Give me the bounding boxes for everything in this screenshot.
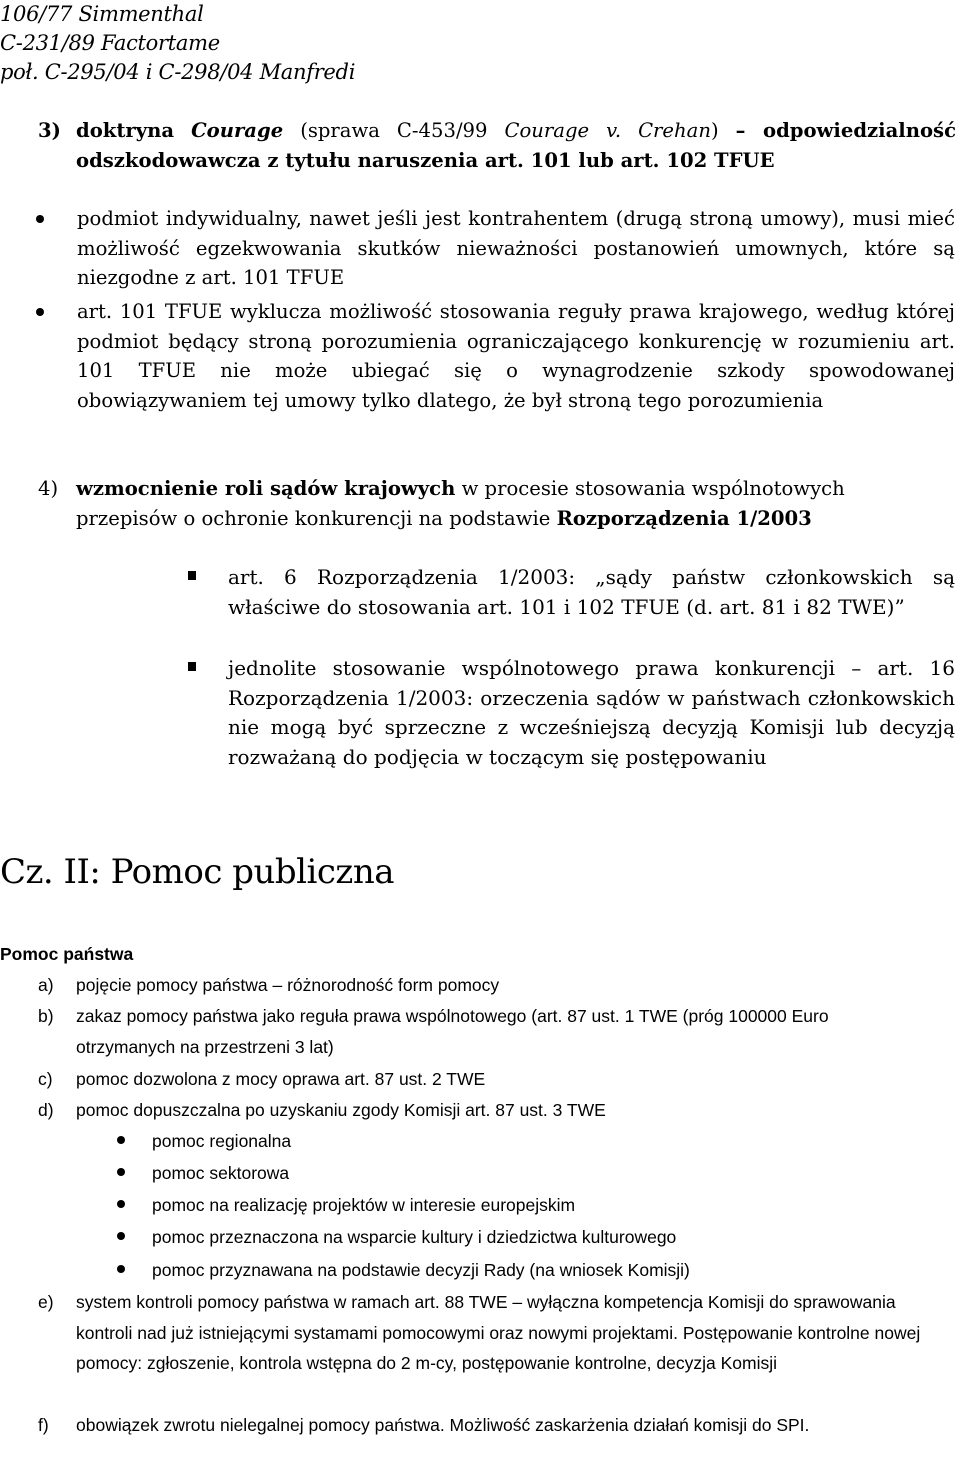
item-number: 3) [38,119,61,142]
square-bullet-icon [188,571,196,580]
bullet-item [36,297,955,415]
aid-type-text: pomoc regionalna [152,1131,292,1151]
list-item-text: pojęcie pomocy państwa – różnorodność form pomocy [76,975,500,995]
bullet-item [36,204,955,293]
item-number: 4) [38,477,59,500]
sub-title: Pomoc państwa [0,944,134,964]
list-item-label: d) [38,1100,54,1120]
bullet-dot-icon [117,1200,125,1208]
item-4-bold-lead: wzmocnienie roli sądów krajowych [76,477,456,500]
bullet-text: podmiot indywidualny, nawet jeśli jest kontrahentem (drugą stroną umowy), musi mieć możliwość egzekwowania skutków nieważności postanowień umownych, które są niezgodne z art. 101 TFUE [77,207,955,289]
item-3-courage-doctrine [38,116,956,175]
case-reference: 106/77 Simmenthal [0,2,204,26]
aid-type-item [0,1157,940,1189]
list-item [0,1287,935,1379]
list-item-label: b) [38,1006,54,1026]
case-reference: C-231/89 Factortame [0,31,220,55]
aid-type-text: pomoc przyznawana na podstawie decyzji Rady (na wniosek Komisji) [152,1260,690,1280]
bullet-dot-icon [117,1265,125,1273]
list-item-label: f) [38,1415,49,1435]
list-item [0,970,940,1001]
list-item-text: system kontroli pomocy państwa w ramach art. 88 TWE – wyłączna kompetencja Komisji do sprawowania kontroli nad już istniejącymi systamami pomocowymi oraz nowymi projektami. Postępowanie kontrolne nowej pomocy: zgłoszenie, kontrola wstępna do 2 m-cy, postępowanie kontrolne, decyzja Komisji [76,1292,921,1374]
section-title: Cz. II: Pomoc publiczna [0,852,394,892]
bullet-dot-icon [117,1232,125,1240]
square-bullet-text: jednolite stosowanie wspólnotowego prawa konkurencji – art. 16 Rozporządzenia 1/2003: orzeczenia sądów w państwach członkowskich nie mogą być sprzeczne z wcześniejszą decyzją Komisji lub decyzją rozważaną do podjęcia w toczącym się postępowaniu [228,656,955,769]
item-3-courage-term: Courage [191,119,284,142]
square-bullet-icon [188,662,196,671]
bullet-dot-icon [117,1136,125,1144]
list-item-text: pomoc dozwolona z mocy oprawa art. 87 ust. 2 TWE [76,1069,486,1089]
square-bullet-text: art. 6 Rozporządzenia 1/2003: „sądy państw członkowskich są właściwe do stosowania art. 101 i 102 TFUE (d. art. 81 i 82 TWE)” [228,565,955,619]
aid-type-item [0,1125,940,1157]
bullet-dot-icon [36,215,44,223]
list-item-label: e) [38,1292,54,1312]
square-bullet-item [188,654,955,772]
item-4-regulation: Rozporządzenia 1/2003 [556,506,812,530]
aid-type-item [0,1189,940,1221]
item-3-case-name: Courage v. Crehan [504,119,711,142]
list-item-text: obowiązek zwrotu nielegalnej pomocy państwa. Możliwość zaskarżenia działań komisji do SPI. [76,1415,810,1435]
case-references [0,0,355,87]
item-3-case-ref: (sprawa C-453/99 [300,119,488,142]
item-3-paren: ) [710,119,719,142]
aid-type-item [0,1221,940,1253]
case-reference: poł. C-295/04 i C-298/04 Manfredi [0,60,356,84]
item-3-bold-tail: – odpowiedzialność odszkodowawcza z tytułu naruszenia art. 101 lub art. 102 TFUE [76,119,957,172]
square-bullet-item [188,563,955,622]
list-item-label: a) [38,975,54,995]
item-4-text: w procesie stosowania wspólnotowych przepisów o ochronie konkurencji na podstawie [76,477,845,530]
list-item [0,1064,940,1095]
list-item [0,1001,930,1062]
item-3-bold-lead: doktryna [76,119,175,142]
list-item-text: pomoc dopuszczalna po uzyskaniu zgody Komisji art. 87 ust. 3 TWE [76,1100,606,1120]
aid-type-text: pomoc na realizację projektów w interesie europejskim [152,1195,576,1215]
list-item [0,1410,935,1441]
bullet-dot-icon [36,308,44,316]
aid-type-text: pomoc sektorowa [152,1163,290,1183]
aid-type-item [0,1254,940,1286]
item-4-national-courts [38,474,918,533]
list-item-text: zakaz pomocy państwa jako reguła prawa wspólnotowego (art. 87 ust. 1 TWE (próg 100000 Euro otrzymanych na przestrzeni 3 lat) [76,1006,829,1057]
bullet-dot-icon [117,1168,125,1176]
bullet-text: art. 101 TFUE wyklucza możliwość stosowania reguły prawa krajowego, według której podmiot będący stroną porozumienia ograniczającego konkurencję w rozumieniu art. 101 TFUE nie może ubiegać się o wynagrodzenie szkody spowodowanej obowiązywaniem tej umowy tylko dlatego, że był stroną tego porozumienia [77,300,955,412]
list-item-label: c) [38,1069,53,1089]
aid-type-text: pomoc przeznaczona na wsparcie kultury i dziedzictwa kulturowego [152,1227,677,1247]
list-item [0,1095,940,1126]
